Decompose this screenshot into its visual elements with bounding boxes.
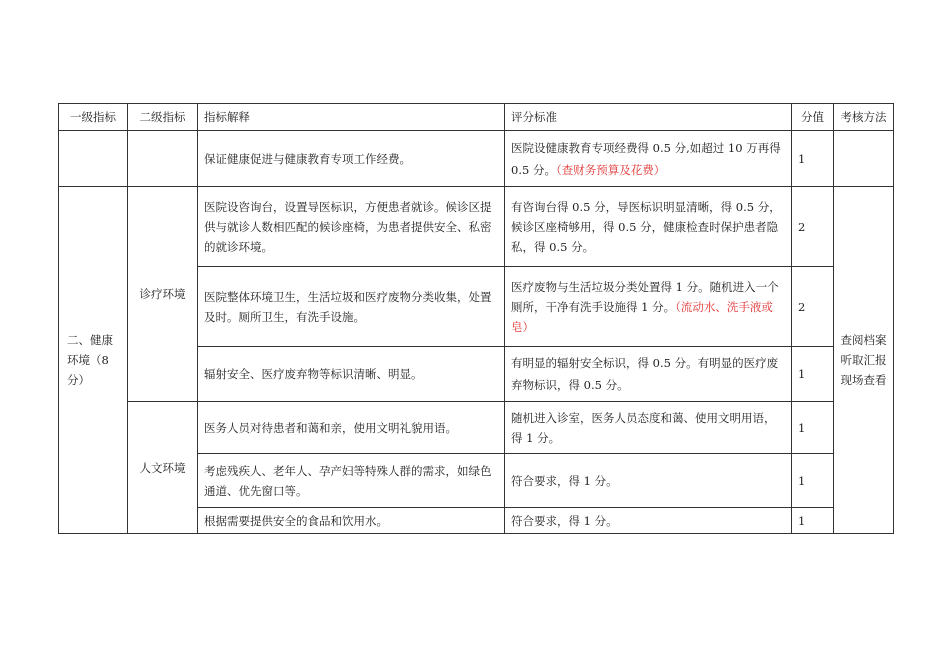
explain-cell: 医务人员对待患者和蔼和亲，使用文明礼貌用语。 bbox=[198, 402, 505, 454]
header-level2: 二级指标 bbox=[128, 104, 198, 131]
criteria-cell: 符合要求，得 1 分。 bbox=[505, 454, 792, 508]
method-cell-empty bbox=[834, 131, 894, 187]
explain-cell: 保证健康促进与健康教育专项工作经费。 bbox=[198, 131, 505, 187]
criteria-line: 有明显的辐射安全标识，得 0.5 分。有明显的医疗废 bbox=[511, 356, 779, 370]
score-cell: 1 bbox=[792, 131, 834, 187]
level2-cell: 人文环境 bbox=[128, 402, 198, 534]
table-row bbox=[59, 131, 894, 187]
explain-cell: 医院设咨询台，设置导医标识，方便患者就诊。候诊区提供与就诊人数相匹配的候诊座椅，为患者提供安全、私密的就诊环境。 bbox=[198, 187, 505, 267]
criteria-text: 医疗废物与生活垃圾分类处置得 1 分。随机进入一个厕所，干净有洗手设施得 1 分。 bbox=[511, 279, 779, 314]
explain-cell: 考虑残疾人、老年人、孕产妇等特殊人群的需求，如绿色通道、优先窗口等。 bbox=[198, 454, 505, 508]
score-cell: 1 bbox=[792, 402, 834, 454]
explain-cell: 根据需要提供安全的食品和饮用水。 bbox=[198, 508, 505, 534]
explain-cell: 医院整体环境卫生，生活垃圾和医疗废物分类收集，处置及时。厕所卫生，有洗手设施。 bbox=[198, 267, 505, 347]
criteria-note: （流动水、洗手液或皂） bbox=[511, 299, 773, 334]
table-row bbox=[59, 187, 894, 267]
criteria-line: 医院设健康教育专项经费得 0.5 分,如超过 10 万再得 bbox=[511, 140, 781, 155]
header-criteria: 评分标准 bbox=[505, 104, 792, 131]
score-cell: 1 bbox=[792, 454, 834, 508]
header-level1: 一级指标 bbox=[59, 104, 128, 131]
score-cell: 1 bbox=[792, 347, 834, 402]
table-row bbox=[59, 402, 894, 454]
evaluation-table bbox=[58, 103, 894, 534]
header-row bbox=[59, 104, 894, 131]
score-cell: 2 bbox=[792, 187, 834, 267]
header-score: 分值 bbox=[792, 104, 834, 131]
criteria-cell: 随机进入诊室，医务人员态度和蔼、使用文明用语，得 1 分。 bbox=[505, 402, 792, 454]
header-explain: 指标解释 bbox=[198, 104, 505, 131]
method-cell: 查阅档案听取汇报现场查看 bbox=[834, 187, 894, 534]
level2-cell: 诊疗环境 bbox=[128, 187, 198, 402]
criteria-line: 0.5 分。 bbox=[511, 162, 556, 177]
criteria-cell bbox=[505, 267, 792, 347]
header-method: 考核方法 bbox=[834, 104, 894, 131]
level2-cell-empty bbox=[128, 131, 198, 187]
level1-cell-empty bbox=[59, 131, 128, 187]
score-cell: 1 bbox=[792, 508, 834, 534]
criteria-cell: 符合要求，得 1 分。 bbox=[505, 508, 792, 534]
criteria-cell bbox=[505, 347, 792, 402]
criteria-cell: 有咨询台得 0.5 分，导医标识明显清晰，得 0.5 分，候诊区座椅够用，得 0.5 分，健康检查时保护患者隐私，得 0.5 分。 bbox=[505, 187, 792, 267]
criteria-cell bbox=[505, 131, 792, 187]
criteria-line: 弃物标识，得 0.5 分。 bbox=[511, 378, 629, 392]
criteria-note: （查财务预算及花费） bbox=[555, 162, 666, 177]
level1-cell: 二、健康环境（8分） bbox=[59, 187, 128, 534]
explain-cell: 辐射安全、医疗废弃物等标识清晰、明显。 bbox=[198, 347, 505, 402]
score-cell: 2 bbox=[792, 267, 834, 347]
